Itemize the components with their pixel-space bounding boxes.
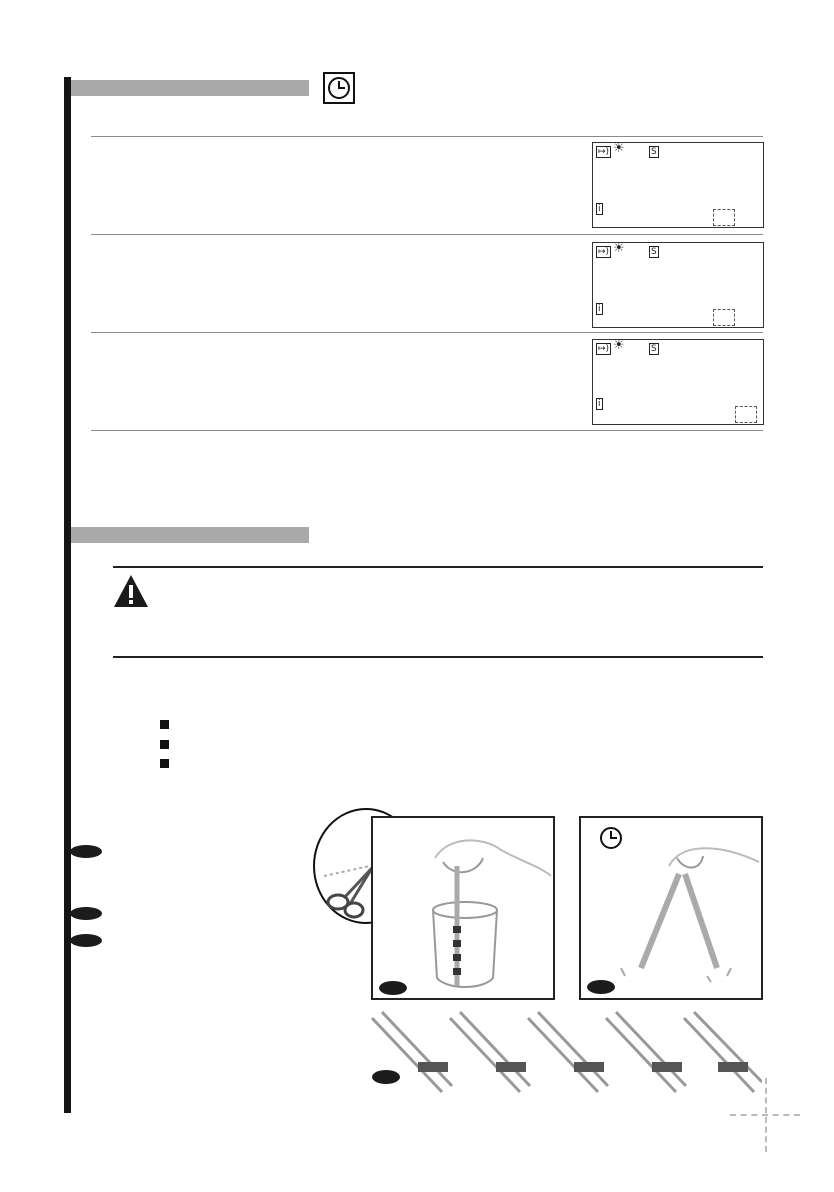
- step-badge: [372, 1070, 400, 1084]
- section-header-bar-time: [71, 80, 309, 96]
- test-strips-icon: [366, 1010, 762, 1102]
- step-badge: [379, 981, 407, 995]
- bullet-marker: [160, 759, 169, 768]
- step-badge: [587, 980, 615, 994]
- section-header-bar-water-hardness: [71, 527, 309, 543]
- sun-icon: ☀: [613, 141, 625, 156]
- remote-icon: ↦): [598, 344, 610, 354]
- beaker-dip-icon: [371, 816, 555, 1000]
- warning-rule-top: [113, 566, 763, 568]
- step-badge: [70, 934, 102, 947]
- remote-icon: ↦): [598, 147, 610, 157]
- s-icon: S: [651, 247, 657, 257]
- page-spine: [64, 77, 71, 1113]
- bullet-marker: [160, 720, 169, 729]
- s-icon: S: [651, 344, 657, 354]
- blinking-digits: [713, 309, 735, 326]
- s-icon: S: [651, 147, 657, 157]
- row-divider: [91, 332, 763, 333]
- lcd-display-panel: [592, 242, 764, 328]
- remote-icon: ↦): [598, 247, 610, 257]
- row-divider: [91, 136, 763, 137]
- crop-mark-horizontal: [730, 1114, 800, 1116]
- step-badge: [70, 907, 102, 920]
- lcd-display-panel: [592, 142, 764, 228]
- clock-icon: [323, 72, 355, 104]
- sun-icon: ☀: [613, 241, 625, 256]
- row-divider: [91, 234, 763, 235]
- info-icon: i: [598, 304, 601, 314]
- sun-icon: ☀: [613, 338, 625, 353]
- shake-strip-icon: [579, 816, 763, 1000]
- warning-rule-bottom: [113, 656, 763, 658]
- step-badge: [70, 845, 102, 858]
- blinking-digits: [735, 406, 757, 423]
- row-divider: [91, 430, 763, 431]
- warning-triangle-icon: [113, 574, 149, 608]
- info-icon: i: [598, 399, 601, 409]
- blinking-digits: [713, 209, 735, 226]
- lcd-display-panel: [592, 339, 764, 425]
- bullet-marker: [160, 740, 169, 749]
- info-icon: i: [598, 204, 601, 214]
